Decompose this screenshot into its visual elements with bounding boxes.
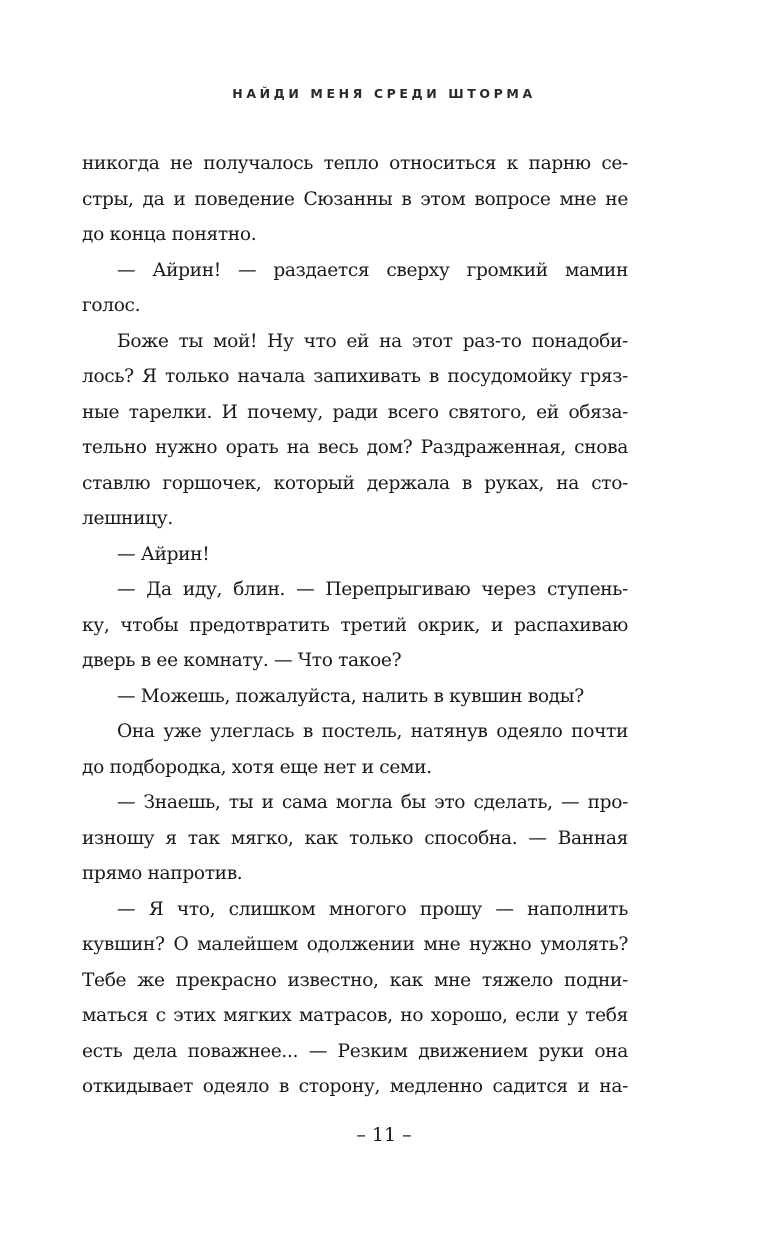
text-line: прямо напротив. bbox=[82, 863, 243, 884]
text-line: до конца понятно. bbox=[82, 224, 257, 245]
text-line: изношу я так мягко, как только способна. — Ванная bbox=[82, 827, 628, 849]
text-line: лешницу. bbox=[82, 508, 173, 529]
text-line: до подбородка, хотя еще нет и семи. bbox=[82, 756, 432, 778]
text-line: дверь в ее комнату. — Что такое? bbox=[82, 650, 402, 671]
text-line: — Можешь, пожалуйста, налить в кувшин воды? bbox=[117, 685, 584, 707]
text-line: никогда не получалось тепло относиться к парню се- bbox=[82, 153, 628, 174]
text-line: — Знаешь, ты и сама могла бы это сделать, — про- bbox=[117, 792, 628, 813]
running-head-title: НАЙДИ МЕНЯ СРЕДИ ШТОРМА bbox=[232, 86, 536, 101]
text-line: кувшин? О малейшем одолжении мне нужно умолять? bbox=[82, 934, 628, 955]
text-line: — Айрин! — раздается сверху громкий мамин bbox=[117, 259, 628, 281]
text-line: ставлю горшочек, который держала в руках, на сто- bbox=[82, 472, 628, 494]
text-line: голос. bbox=[82, 295, 141, 316]
text-line: стры, да и поведение Сюзанны в этом вопросе мне не bbox=[82, 188, 628, 210]
page-number: – 11 – bbox=[356, 1124, 412, 1146]
text-line: ку, чтобы предотвратить третий окрик, и распахиваю bbox=[82, 614, 628, 636]
text-line: — Айрин! bbox=[117, 543, 210, 565]
text-line: лось? Я только начала запихивать в посудомойку гряз- bbox=[82, 366, 628, 387]
text-line: — Да иду, блин. — Перепрыгиваю через ступень- bbox=[117, 579, 628, 600]
text-line: откидывает одеяло в сторону, медленно садится и на- bbox=[82, 1076, 628, 1097]
text-line: Боже ты мой! Ну что ей на этот раз-то понадоби- bbox=[117, 330, 628, 352]
body-text bbox=[82, 146, 628, 1105]
text-line: ные тарелки. И почему, ради всего святого, ей обяза- bbox=[82, 401, 628, 423]
text-line: Тебе же прекрасно известно, как мне тяжело подни- bbox=[82, 969, 628, 991]
text-line: маться с этих мягких матрасов, но хорошо, если у тебя bbox=[82, 1005, 628, 1026]
text-line: — Я что, слишком многого прошу — наполнить bbox=[117, 898, 628, 920]
text-line: Она уже улеглась в постель, натянув одеяло почти bbox=[117, 721, 628, 742]
text-line: тельно нужно орать на весь дом? Раздраженная, снова bbox=[82, 437, 628, 458]
text-line: есть дела поважнее... — Резким движением руки она bbox=[82, 1040, 628, 1062]
